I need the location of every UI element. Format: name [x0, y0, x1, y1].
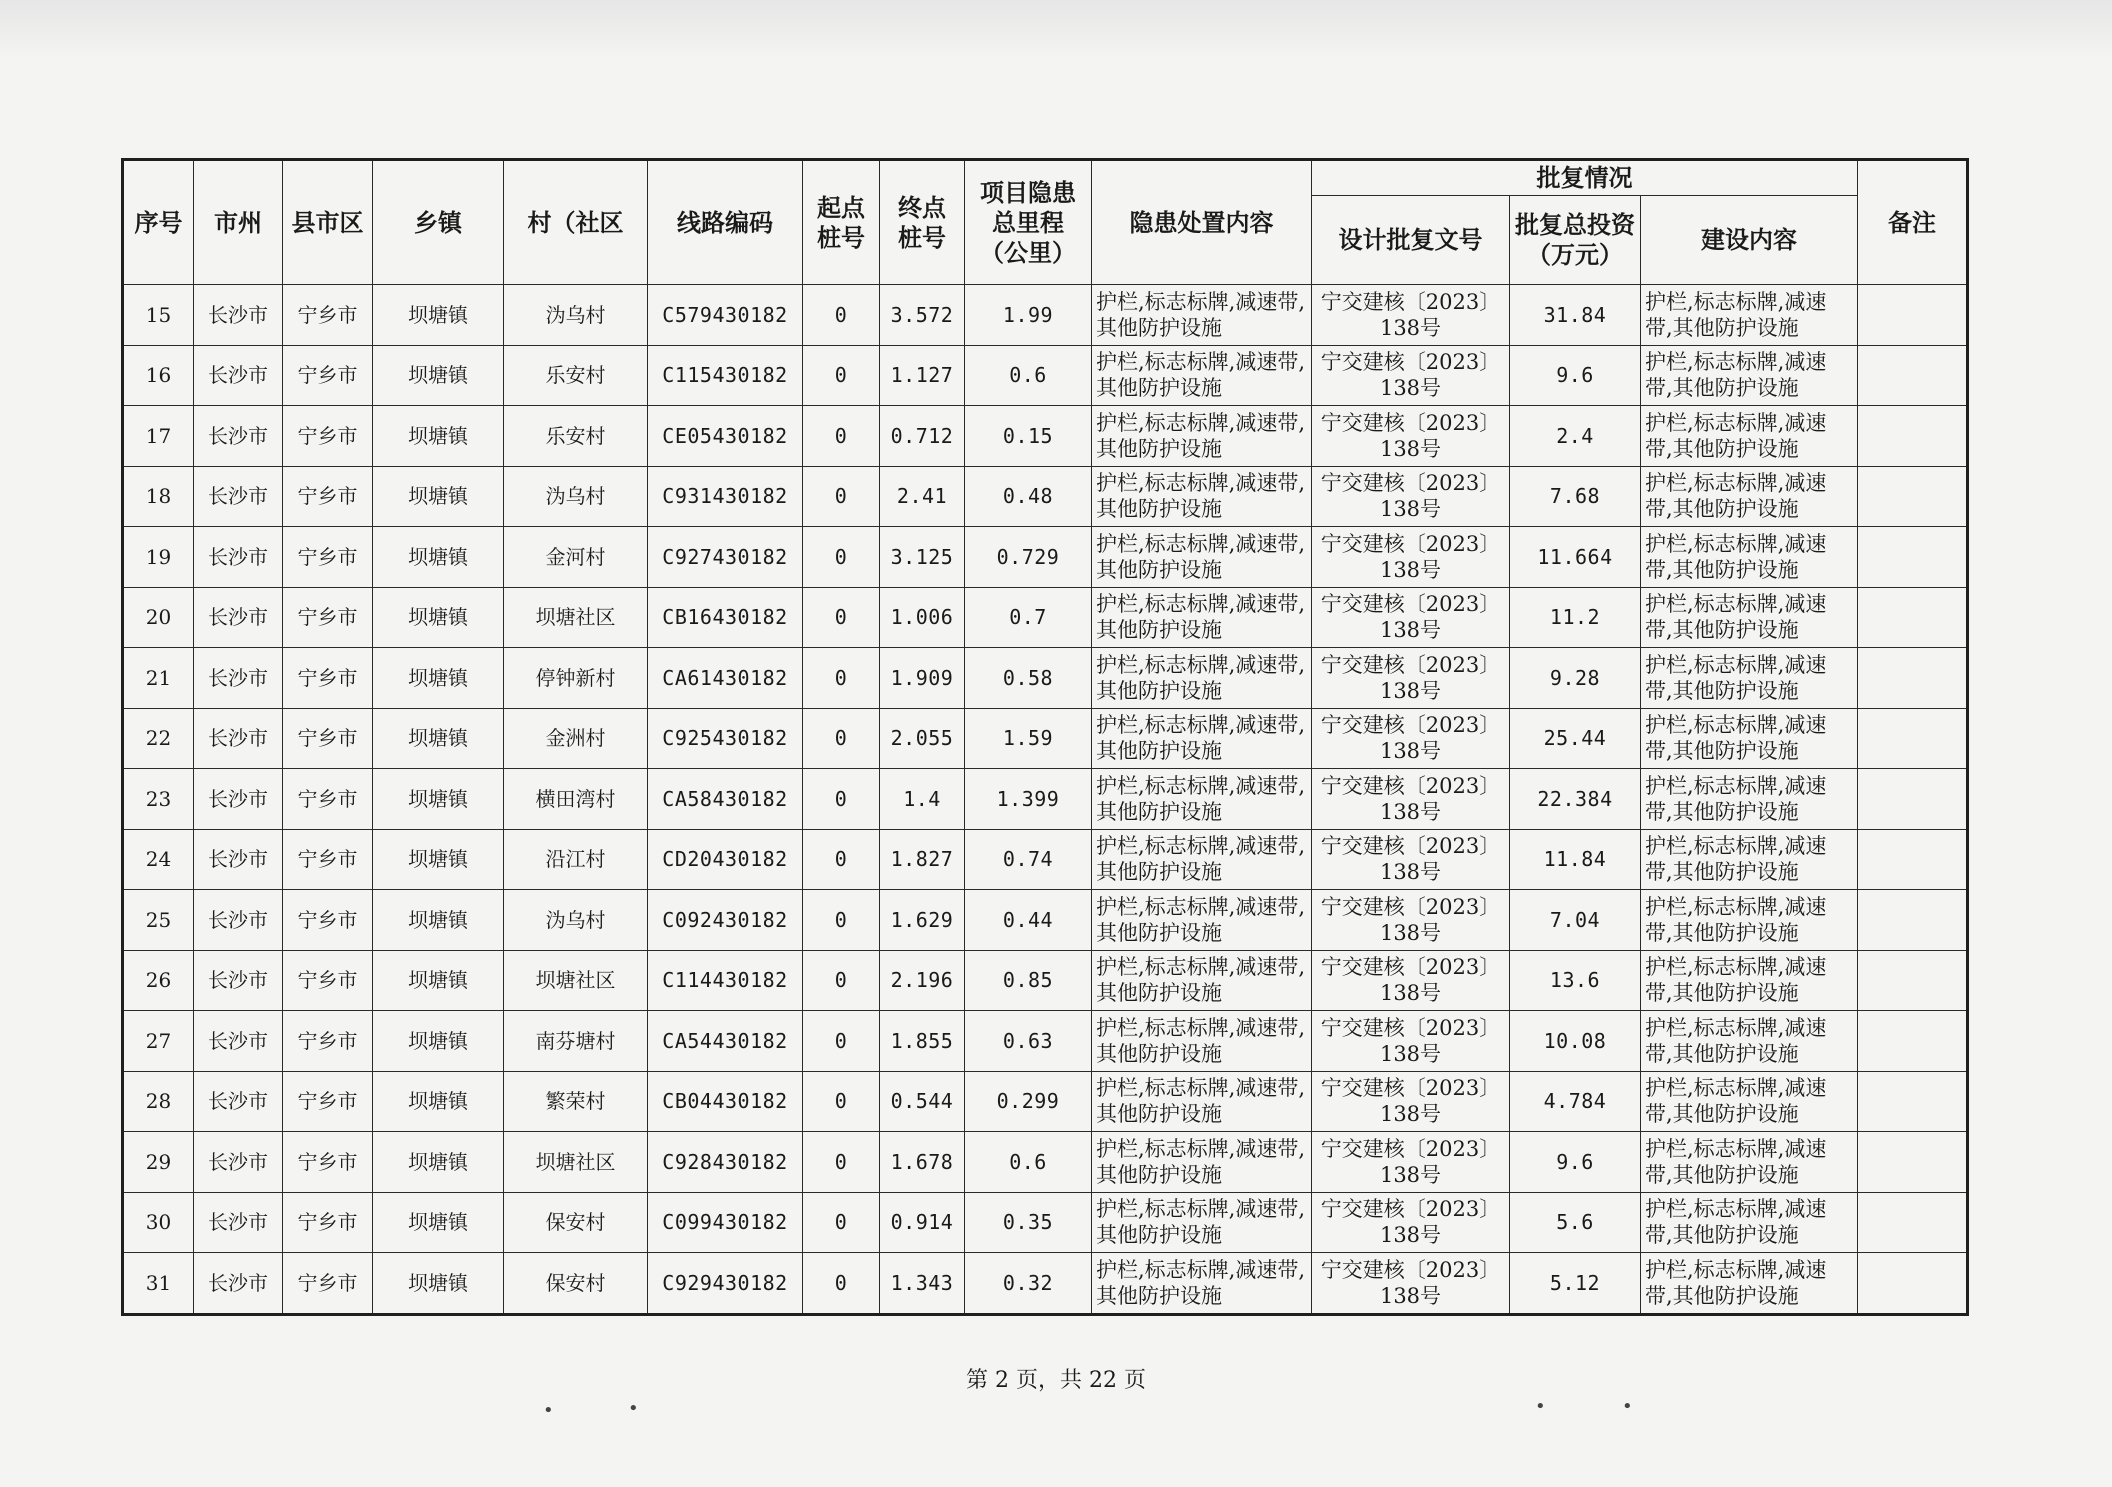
header-end-stake: 终点 桩号	[880, 160, 965, 285]
cell-town: 坝塘镇	[373, 648, 504, 709]
scan-mark: •	[543, 1400, 554, 1421]
cell-mileage: 0.15	[965, 406, 1092, 467]
cell-construction: 护栏,标志标牌,减速带,其他防护设施	[1641, 950, 1858, 1011]
cell-mileage: 0.7	[965, 587, 1092, 648]
cell-approval-invest: 22.384	[1510, 769, 1641, 830]
cell-route-code: C925430182	[648, 708, 803, 769]
cell-approval-doc: 宁交建核〔2023〕138号	[1312, 466, 1510, 527]
cell-town: 坝塘镇	[373, 769, 504, 830]
cell-village: 金河村	[504, 527, 648, 588]
cell-approval-doc: 宁交建核〔2023〕138号	[1312, 890, 1510, 951]
cell-approval-doc: 宁交建核〔2023〕138号	[1312, 1011, 1510, 1072]
table-row	[123, 648, 1968, 709]
cell-construction: 护栏,标志标牌,减速带,其他防护设施	[1641, 708, 1858, 769]
cell-county: 宁乡市	[283, 829, 373, 890]
cell-start-stake: 0	[803, 950, 880, 1011]
cell-county: 宁乡市	[283, 648, 373, 709]
cell-remark	[1858, 1192, 1968, 1253]
cell-county: 宁乡市	[283, 1011, 373, 1072]
cell-county: 宁乡市	[283, 587, 373, 648]
cell-route-code: C928430182	[648, 1132, 803, 1193]
cell-end-stake: 0.712	[880, 406, 965, 467]
project-table	[121, 158, 1969, 1316]
header-remark: 备注	[1858, 160, 1968, 285]
cell-approval-doc: 宁交建核〔2023〕138号	[1312, 1192, 1510, 1253]
cell-route-code: C114430182	[648, 950, 803, 1011]
cell-approval-doc: 宁交建核〔2023〕138号	[1312, 769, 1510, 830]
cell-village: 停钟新村	[504, 648, 648, 709]
cell-treatment: 护栏,标志标牌,减速带,其他防护设施	[1092, 1253, 1312, 1315]
cell-start-stake: 0	[803, 345, 880, 406]
cell-end-stake: 2.196	[880, 950, 965, 1011]
cell-end-stake: 1.127	[880, 345, 965, 406]
table-row	[123, 285, 1968, 346]
cell-approval-doc: 宁交建核〔2023〕138号	[1312, 708, 1510, 769]
cell-end-stake: 1.678	[880, 1132, 965, 1193]
cell-mileage: 0.85	[965, 950, 1092, 1011]
cell-approval-invest: 7.04	[1510, 890, 1641, 951]
cell-county: 宁乡市	[283, 1253, 373, 1315]
cell-end-stake: 2.055	[880, 708, 965, 769]
cell-start-stake: 0	[803, 527, 880, 588]
cell-village: 繁荣村	[504, 1071, 648, 1132]
table-header	[123, 160, 1968, 285]
cell-mileage: 0.32	[965, 1253, 1092, 1315]
cell-remark	[1858, 527, 1968, 588]
cell-approval-invest: 9.6	[1510, 345, 1641, 406]
cell-city: 长沙市	[194, 769, 283, 830]
cell-route-code: C092430182	[648, 890, 803, 951]
cell-seq: 26	[123, 950, 194, 1011]
cell-approval-doc: 宁交建核〔2023〕138号	[1312, 829, 1510, 890]
cell-city: 长沙市	[194, 890, 283, 951]
cell-mileage: 1.99	[965, 285, 1092, 346]
cell-construction: 护栏,标志标牌,减速带,其他防护设施	[1641, 829, 1858, 890]
cell-city: 长沙市	[194, 1011, 283, 1072]
cell-seq: 30	[123, 1192, 194, 1253]
table-row	[123, 466, 1968, 527]
cell-village: 坝塘社区	[504, 587, 648, 648]
cell-remark	[1858, 1132, 1968, 1193]
cell-village: 沩乌村	[504, 285, 648, 346]
cell-village: 沩乌村	[504, 890, 648, 951]
cell-remark	[1858, 890, 1968, 951]
cell-town: 坝塘镇	[373, 1253, 504, 1315]
cell-approval-invest: 25.44	[1510, 708, 1641, 769]
cell-town: 坝塘镇	[373, 466, 504, 527]
cell-city: 长沙市	[194, 950, 283, 1011]
cell-remark	[1858, 345, 1968, 406]
cell-approval-invest: 11.2	[1510, 587, 1641, 648]
cell-start-stake: 0	[803, 769, 880, 830]
cell-city: 长沙市	[194, 587, 283, 648]
cell-treatment: 护栏,标志标牌,减速带,其他防护设施	[1092, 285, 1312, 346]
cell-mileage: 0.6	[965, 345, 1092, 406]
cell-city: 长沙市	[194, 466, 283, 527]
cell-remark	[1858, 587, 1968, 648]
cell-start-stake: 0	[803, 890, 880, 951]
cell-city: 长沙市	[194, 285, 283, 346]
cell-construction: 护栏,标志标牌,减速带,其他防护设施	[1641, 527, 1858, 588]
cell-mileage: 0.729	[965, 527, 1092, 588]
cell-city: 长沙市	[194, 1253, 283, 1315]
cell-village: 横田湾村	[504, 769, 648, 830]
cell-end-stake: 0.544	[880, 1071, 965, 1132]
cell-route-code: C929430182	[648, 1253, 803, 1315]
cell-city: 长沙市	[194, 648, 283, 709]
cell-approval-doc: 宁交建核〔2023〕138号	[1312, 406, 1510, 467]
cell-route-code: CA58430182	[648, 769, 803, 830]
cell-town: 坝塘镇	[373, 587, 504, 648]
header-seq: 序号	[123, 160, 194, 285]
cell-town: 坝塘镇	[373, 406, 504, 467]
cell-construction: 护栏,标志标牌,减速带,其他防护设施	[1641, 587, 1858, 648]
header-village: 村（社区	[504, 160, 648, 285]
cell-city: 长沙市	[194, 1192, 283, 1253]
cell-end-stake: 2.41	[880, 466, 965, 527]
header-treatment: 隐患处置内容	[1092, 160, 1312, 285]
cell-treatment: 护栏,标志标牌,减速带,其他防护设施	[1092, 406, 1312, 467]
cell-town: 坝塘镇	[373, 829, 504, 890]
table-row	[123, 708, 1968, 769]
cell-end-stake: 1.909	[880, 648, 965, 709]
cell-town: 坝塘镇	[373, 1011, 504, 1072]
cell-start-stake: 0	[803, 1071, 880, 1132]
cell-mileage: 0.299	[965, 1071, 1092, 1132]
cell-start-stake: 0	[803, 1192, 880, 1253]
cell-seq: 17	[123, 406, 194, 467]
cell-approval-doc: 宁交建核〔2023〕138号	[1312, 1071, 1510, 1132]
cell-remark	[1858, 950, 1968, 1011]
cell-mileage: 0.74	[965, 829, 1092, 890]
cell-village: 乐安村	[504, 345, 648, 406]
cell-county: 宁乡市	[283, 285, 373, 346]
cell-treatment: 护栏,标志标牌,减速带,其他防护设施	[1092, 345, 1312, 406]
header-approval-invest: 批复总投资 （万元）	[1510, 196, 1641, 285]
cell-treatment: 护栏,标志标牌,减速带,其他防护设施	[1092, 648, 1312, 709]
cell-end-stake: 0.914	[880, 1192, 965, 1253]
cell-start-stake: 0	[803, 285, 880, 346]
cell-end-stake: 3.125	[880, 527, 965, 588]
cell-construction: 护栏,标志标牌,减速带,其他防护设施	[1641, 1011, 1858, 1072]
header-city: 市州	[194, 160, 283, 285]
cell-start-stake: 0	[803, 466, 880, 527]
cell-seq: 23	[123, 769, 194, 830]
cell-start-stake: 0	[803, 1132, 880, 1193]
cell-construction: 护栏,标志标牌,减速带,其他防护设施	[1641, 1071, 1858, 1132]
cell-start-stake: 0	[803, 829, 880, 890]
cell-seq: 15	[123, 285, 194, 346]
scan-mark: •	[628, 1398, 639, 1419]
cell-start-stake: 0	[803, 708, 880, 769]
table-row	[123, 1011, 1968, 1072]
cell-remark	[1858, 406, 1968, 467]
cell-route-code: C931430182	[648, 466, 803, 527]
cell-start-stake: 0	[803, 648, 880, 709]
cell-county: 宁乡市	[283, 1192, 373, 1253]
cell-construction: 护栏,标志标牌,减速带,其他防护设施	[1641, 345, 1858, 406]
table-row	[123, 950, 1968, 1011]
cell-county: 宁乡市	[283, 950, 373, 1011]
table-row	[123, 1192, 1968, 1253]
cell-seq: 28	[123, 1071, 194, 1132]
cell-end-stake: 3.572	[880, 285, 965, 346]
cell-route-code: CD20430182	[648, 829, 803, 890]
cell-town: 坝塘镇	[373, 890, 504, 951]
table-row	[123, 587, 1968, 648]
cell-route-code: CB16430182	[648, 587, 803, 648]
cell-construction: 护栏,标志标牌,减速带,其他防护设施	[1641, 1192, 1858, 1253]
cell-construction: 护栏,标志标牌,减速带,其他防护设施	[1641, 648, 1858, 709]
cell-start-stake: 0	[803, 587, 880, 648]
page-footer: 第 2 页，共 22 页	[966, 1368, 1146, 1393]
cell-approval-invest: 2.4	[1510, 406, 1641, 467]
cell-end-stake: 1.343	[880, 1253, 965, 1315]
cell-treatment: 护栏,标志标牌,减速带,其他防护设施	[1092, 1071, 1312, 1132]
cell-start-stake: 0	[803, 1253, 880, 1315]
project-table-wrapper	[121, 158, 1937, 1316]
table-row	[123, 829, 1968, 890]
cell-treatment: 护栏,标志标牌,减速带,其他防护设施	[1092, 466, 1312, 527]
cell-treatment: 护栏,标志标牌,减速带,其他防护设施	[1092, 1192, 1312, 1253]
cell-seq: 27	[123, 1011, 194, 1072]
cell-city: 长沙市	[194, 527, 283, 588]
table-row	[123, 890, 1968, 951]
scan-mark: •	[1622, 1396, 1633, 1417]
cell-seq: 21	[123, 648, 194, 709]
cell-mileage: 0.63	[965, 1011, 1092, 1072]
cell-treatment: 护栏,标志标牌,减速带,其他防护设施	[1092, 527, 1312, 588]
cell-approval-invest: 5.12	[1510, 1253, 1641, 1315]
cell-town: 坝塘镇	[373, 345, 504, 406]
cell-approval-doc: 宁交建核〔2023〕138号	[1312, 1253, 1510, 1315]
header-mileage: 项目隐患 总里程 （公里）	[965, 160, 1092, 285]
cell-remark	[1858, 648, 1968, 709]
cell-town: 坝塘镇	[373, 708, 504, 769]
cell-village: 南芬塘村	[504, 1011, 648, 1072]
cell-route-code: CA54430182	[648, 1011, 803, 1072]
header-approval-doc: 设计批复文号	[1312, 196, 1510, 285]
cell-seq: 25	[123, 890, 194, 951]
cell-approval-invest: 11.664	[1510, 527, 1641, 588]
header-town: 乡镇	[373, 160, 504, 285]
cell-construction: 护栏,标志标牌,减速带,其他防护设施	[1641, 890, 1858, 951]
cell-approval-doc: 宁交建核〔2023〕138号	[1312, 285, 1510, 346]
cell-construction: 护栏,标志标牌,减速带,其他防护设施	[1641, 1132, 1858, 1193]
cell-city: 长沙市	[194, 1132, 283, 1193]
header-start-stake: 起点 桩号	[803, 160, 880, 285]
cell-approval-invest: 10.08	[1510, 1011, 1641, 1072]
cell-route-code: CB04430182	[648, 1071, 803, 1132]
cell-city: 长沙市	[194, 829, 283, 890]
table-row	[123, 527, 1968, 588]
cell-seq: 29	[123, 1132, 194, 1193]
cell-route-code: CE05430182	[648, 406, 803, 467]
cell-village: 沿江村	[504, 829, 648, 890]
cell-city: 长沙市	[194, 708, 283, 769]
cell-seq: 16	[123, 345, 194, 406]
cell-mileage: 0.48	[965, 466, 1092, 527]
cell-county: 宁乡市	[283, 466, 373, 527]
scan-mark: •	[1535, 1396, 1546, 1417]
cell-town: 坝塘镇	[373, 1132, 504, 1193]
cell-approval-invest: 5.6	[1510, 1192, 1641, 1253]
cell-town: 坝塘镇	[373, 950, 504, 1011]
cell-seq: 31	[123, 1253, 194, 1315]
cell-remark	[1858, 466, 1968, 527]
cell-construction: 护栏,标志标牌,减速带,其他防护设施	[1641, 1253, 1858, 1315]
cell-seq: 20	[123, 587, 194, 648]
cell-county: 宁乡市	[283, 890, 373, 951]
table-row	[123, 1253, 1968, 1315]
cell-county: 宁乡市	[283, 1071, 373, 1132]
cell-approval-doc: 宁交建核〔2023〕138号	[1312, 527, 1510, 588]
cell-mileage: 0.6	[965, 1132, 1092, 1193]
cell-approval-invest: 7.68	[1510, 466, 1641, 527]
cell-county: 宁乡市	[283, 406, 373, 467]
cell-end-stake: 1.629	[880, 890, 965, 951]
table-row	[123, 1132, 1968, 1193]
cell-remark	[1858, 285, 1968, 346]
cell-remark	[1858, 1253, 1968, 1315]
cell-treatment: 护栏,标志标牌,减速带,其他防护设施	[1092, 587, 1312, 648]
header-approval-group: 批复情况	[1312, 160, 1858, 196]
cell-approval-invest: 4.784	[1510, 1071, 1641, 1132]
cell-village: 沩乌村	[504, 466, 648, 527]
cell-county: 宁乡市	[283, 708, 373, 769]
cell-treatment: 护栏,标志标牌,减速带,其他防护设施	[1092, 890, 1312, 951]
cell-route-code: C927430182	[648, 527, 803, 588]
cell-route-code: C579430182	[648, 285, 803, 346]
cell-mileage: 1.399	[965, 769, 1092, 830]
header-construction: 建设内容	[1641, 196, 1858, 285]
cell-approval-invest: 31.84	[1510, 285, 1641, 346]
cell-treatment: 护栏,标志标牌,减速带,其他防护设施	[1092, 1011, 1312, 1072]
cell-town: 坝塘镇	[373, 527, 504, 588]
cell-village: 坝塘社区	[504, 950, 648, 1011]
cell-remark	[1858, 829, 1968, 890]
cell-approval-doc: 宁交建核〔2023〕138号	[1312, 950, 1510, 1011]
cell-village: 金洲村	[504, 708, 648, 769]
cell-town: 坝塘镇	[373, 1071, 504, 1132]
cell-city: 长沙市	[194, 345, 283, 406]
cell-treatment: 护栏,标志标牌,减速带,其他防护设施	[1092, 829, 1312, 890]
cell-county: 宁乡市	[283, 527, 373, 588]
cell-county: 宁乡市	[283, 769, 373, 830]
cell-approval-invest: 9.28	[1510, 648, 1641, 709]
cell-end-stake: 1.855	[880, 1011, 965, 1072]
cell-approval-doc: 宁交建核〔2023〕138号	[1312, 345, 1510, 406]
cell-start-stake: 0	[803, 1011, 880, 1072]
cell-mileage: 0.44	[965, 890, 1092, 951]
cell-remark	[1858, 769, 1968, 830]
cell-construction: 护栏,标志标牌,减速带,其他防护设施	[1641, 769, 1858, 830]
header-route-code: 线路编码	[648, 160, 803, 285]
cell-treatment: 护栏,标志标牌,减速带,其他防护设施	[1092, 950, 1312, 1011]
cell-village: 乐安村	[504, 406, 648, 467]
cell-seq: 19	[123, 527, 194, 588]
cell-county: 宁乡市	[283, 345, 373, 406]
cell-mileage: 1.59	[965, 708, 1092, 769]
cell-county: 宁乡市	[283, 1132, 373, 1193]
cell-end-stake: 1.4	[880, 769, 965, 830]
cell-mileage: 0.35	[965, 1192, 1092, 1253]
cell-end-stake: 1.827	[880, 829, 965, 890]
cell-construction: 护栏,标志标牌,减速带,其他防护设施	[1641, 466, 1858, 527]
table-body	[123, 285, 1968, 1315]
cell-construction: 护栏,标志标牌,减速带,其他防护设施	[1641, 285, 1858, 346]
cell-approval-invest: 11.84	[1510, 829, 1641, 890]
table-row	[123, 406, 1968, 467]
cell-approval-doc: 宁交建核〔2023〕138号	[1312, 648, 1510, 709]
cell-treatment: 护栏,标志标牌,减速带,其他防护设施	[1092, 769, 1312, 830]
cell-seq: 18	[123, 466, 194, 527]
cell-village: 保安村	[504, 1192, 648, 1253]
cell-end-stake: 1.006	[880, 587, 965, 648]
cell-remark	[1858, 1071, 1968, 1132]
cell-seq: 24	[123, 829, 194, 890]
scan-shadow	[0, 0, 2112, 60]
cell-remark	[1858, 1011, 1968, 1072]
cell-approval-invest: 9.6	[1510, 1132, 1641, 1193]
cell-approval-doc: 宁交建核〔2023〕138号	[1312, 587, 1510, 648]
cell-seq: 22	[123, 708, 194, 769]
cell-route-code: C115430182	[648, 345, 803, 406]
cell-route-code: C099430182	[648, 1192, 803, 1253]
table-row	[123, 345, 1968, 406]
cell-town: 坝塘镇	[373, 1192, 504, 1253]
cell-city: 长沙市	[194, 1071, 283, 1132]
cell-approval-invest: 13.6	[1510, 950, 1641, 1011]
cell-approval-doc: 宁交建核〔2023〕138号	[1312, 1132, 1510, 1193]
cell-treatment: 护栏,标志标牌,减速带,其他防护设施	[1092, 1132, 1312, 1193]
cell-town: 坝塘镇	[373, 285, 504, 346]
header-county: 县市区	[283, 160, 373, 285]
cell-construction: 护栏,标志标牌,减速带,其他防护设施	[1641, 406, 1858, 467]
cell-treatment: 护栏,标志标牌,减速带,其他防护设施	[1092, 708, 1312, 769]
cell-remark	[1858, 708, 1968, 769]
cell-start-stake: 0	[803, 406, 880, 467]
cell-mileage: 0.58	[965, 648, 1092, 709]
cell-route-code: CA61430182	[648, 648, 803, 709]
table-row	[123, 1071, 1968, 1132]
table-row	[123, 769, 1968, 830]
cell-city: 长沙市	[194, 406, 283, 467]
cell-village: 坝塘社区	[504, 1132, 648, 1193]
cell-village: 保安村	[504, 1253, 648, 1315]
